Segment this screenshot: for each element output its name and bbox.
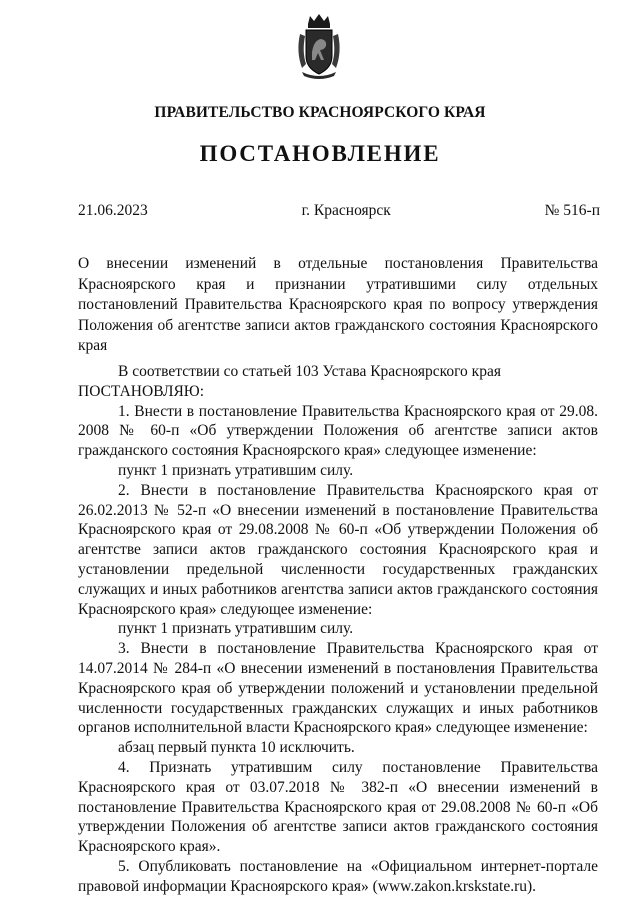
decree-word: ПОСТАНОВЛЯЮ: [78, 382, 205, 400]
item-2-change: пункт 1 признать утратившим силу. [118, 620, 354, 638]
document-date: 21.06.2023 [78, 202, 148, 219]
item-1: 1. Внести в постановление Правительства Красноярского края от 29.08. 2008 № 60-п «Об утверждении Положения об агентстве записи актов гражданского состояния Красноярского края» следующее изменение: [78, 402, 598, 460]
document-meta [78, 202, 600, 220]
item-4: 4. Признать утратившим силу постановление Правительства Красноярского края от 03.07.2018 № 382-п «О внесении изменений в постановление Правительства Красноярского края от 29.08.2008 № 60-п «Об утверждении Положения об агентстве записи актов гражданского состояния Красноярского края». [78, 758, 598, 856]
document-body [78, 362, 598, 897]
item-2: 2. Внести в постановление Правительства Красноярского края от 26.02.2013 № 52-п «О внесении изменений в постановление Правительства Красноярского края от 29.08.2008 № 60-п «Об утверждении Положения об агентстве записи актов гражданского состояния Красноярского края и установлении предельной численности государственных гражданских служащих и иных работников агентства записи актов гражданского состояния Красноярского края» следующее изменение: [78, 481, 598, 618]
item-1-change: пункт 1 признать утратившим силу. [118, 461, 354, 479]
document-type: ПОСТАНОВЛЕНИЕ [199, 141, 441, 166]
item-3: 3. Внести в постановление Правительства Красноярского края от 14.07.2014 № 284-п «О внесении изменений в постановления Правительства Красноярского края об утверждении положений и установлении предельной численности государственных гражданских служащих и иных работников органов исполнительной власти Красноярского края» следующее изменение: [78, 640, 598, 737]
item-3-change: абзац первый пункта 10 исключить. [118, 739, 355, 757]
org-title: ПРАВИТЕЛЬСТВО КРАСНОЯРСКОГО КРАЯ [154, 104, 486, 121]
document-subject: О внесении изменений в отдельные постановления Правительства Красноярского края и признании утратившими силу отдельных постановлений Правительства Красноярского края по вопросу утверждения Положения об агентстве записи актов гражданского состояния Красноярского края [78, 255, 598, 354]
item-5: 5. Опубликовать постановление на «Официальном интернет-портале правовой информации Красноярского края» (www.zakon.krskstate.ru). [78, 857, 598, 895]
krasnoyarsk-coat-of-arms-icon [294, 12, 344, 80]
document-city: г. Красноярск [301, 202, 391, 219]
intro-paragraph: В соответствии со статьей 103 Устава Красноярского края [118, 363, 501, 380]
document-number: № 516-п [544, 202, 600, 219]
